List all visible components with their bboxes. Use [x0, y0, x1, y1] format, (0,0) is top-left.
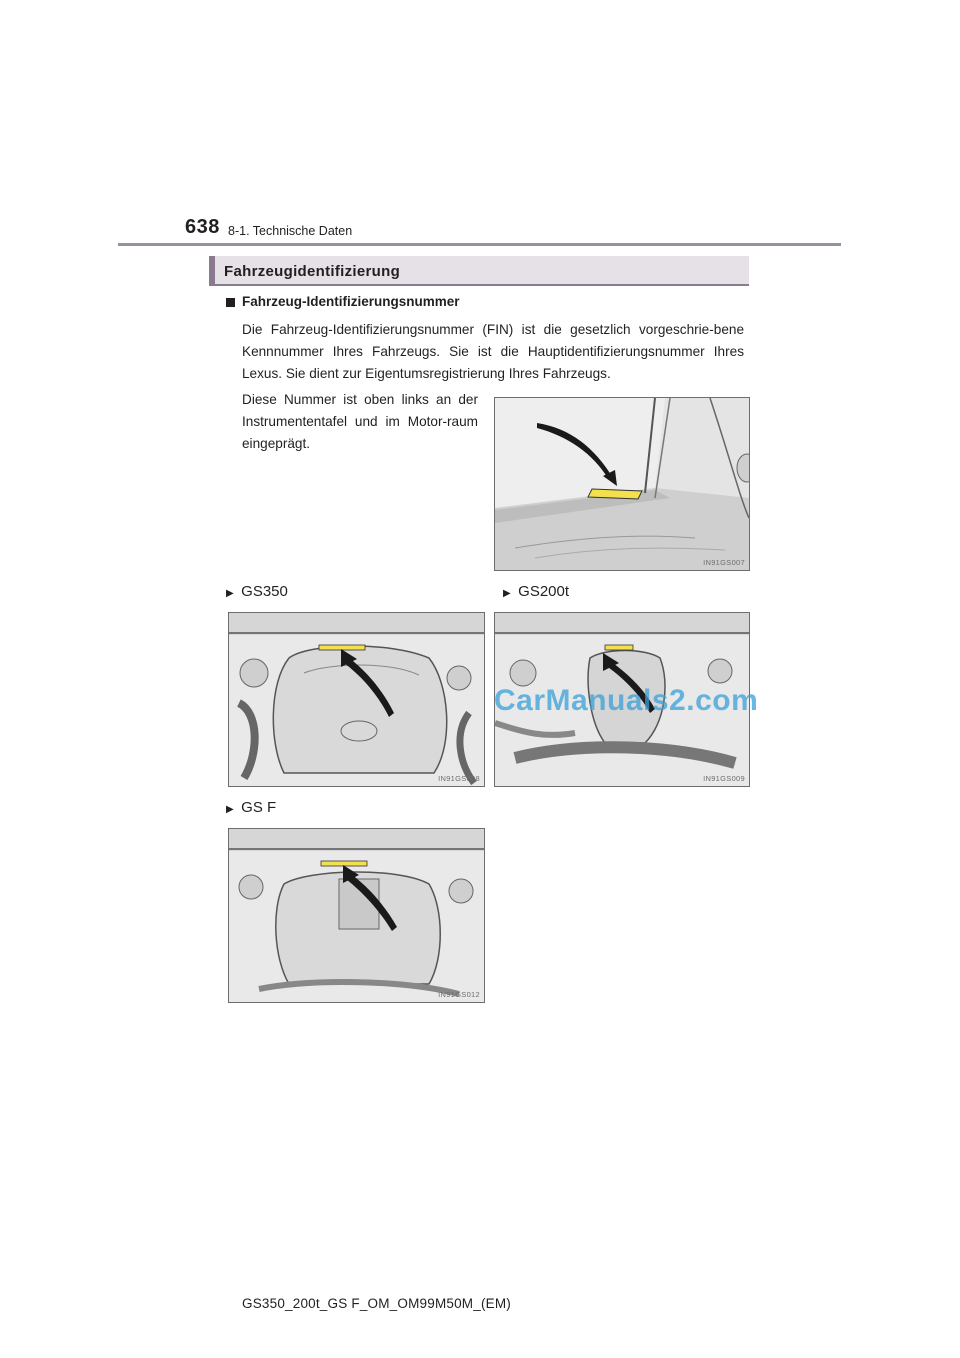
- figure-code: IN91GS009: [703, 774, 745, 783]
- figure-engine-gs350: [228, 612, 485, 787]
- variant-gs200t-heading: [503, 583, 569, 601]
- figure-code: IN91GS007: [703, 558, 745, 567]
- page-number: 638: [185, 216, 220, 238]
- variant-gs350-heading: [226, 583, 288, 601]
- figure-code: IN91GS012: [438, 990, 480, 999]
- variant-label: GS350: [241, 583, 288, 600]
- section-heading: Fahrzeugidentifizierung: [224, 263, 401, 280]
- figure-code: IN91GS008: [438, 774, 480, 783]
- dashboard-illustration: [495, 398, 749, 570]
- figure-dashboard: [494, 397, 750, 571]
- watermark: CarManuals2.com: [494, 684, 759, 717]
- variant-gsf-heading: [226, 799, 276, 817]
- header-divider: [118, 243, 841, 246]
- variant-label: GS F: [241, 799, 277, 816]
- square-bullet-icon: [226, 298, 235, 307]
- footer-document-code: GS350_200t_GS F_OM_OM99M50M_(EM): [242, 1296, 512, 1311]
- paragraph-vin-description: Die Fahrzeug-Identifizierungsnummer (FIN) ist die gesetzlich vorgeschrie-bene Kennnummer Ihres Fahrzeugs. Sie ist die Hauptidentifizierungsnummer Ihres Lexus. Sie dient zur Eigentumsregistrierung Ihres Fahrzeugs.: [242, 322, 744, 381]
- engine-gsf-illustration: [229, 829, 484, 1002]
- paragraph-vin-location: Diese Nummer ist oben links an der Instrumententafel und im Motor-raum eingeprägt.: [242, 392, 478, 451]
- section-path: 8-1. Technische Daten: [228, 224, 353, 238]
- engine-gs350-illustration: [229, 613, 484, 786]
- triangle-right-icon: ▶: [226, 588, 234, 599]
- subsection-title: Fahrzeug-Identifizierungsnummer: [242, 294, 460, 309]
- figure-engine-gsf: [228, 828, 485, 1003]
- variant-label: GS200t: [518, 583, 570, 600]
- triangle-right-icon: ▶: [503, 588, 511, 599]
- triangle-right-icon: ▶: [226, 804, 234, 815]
